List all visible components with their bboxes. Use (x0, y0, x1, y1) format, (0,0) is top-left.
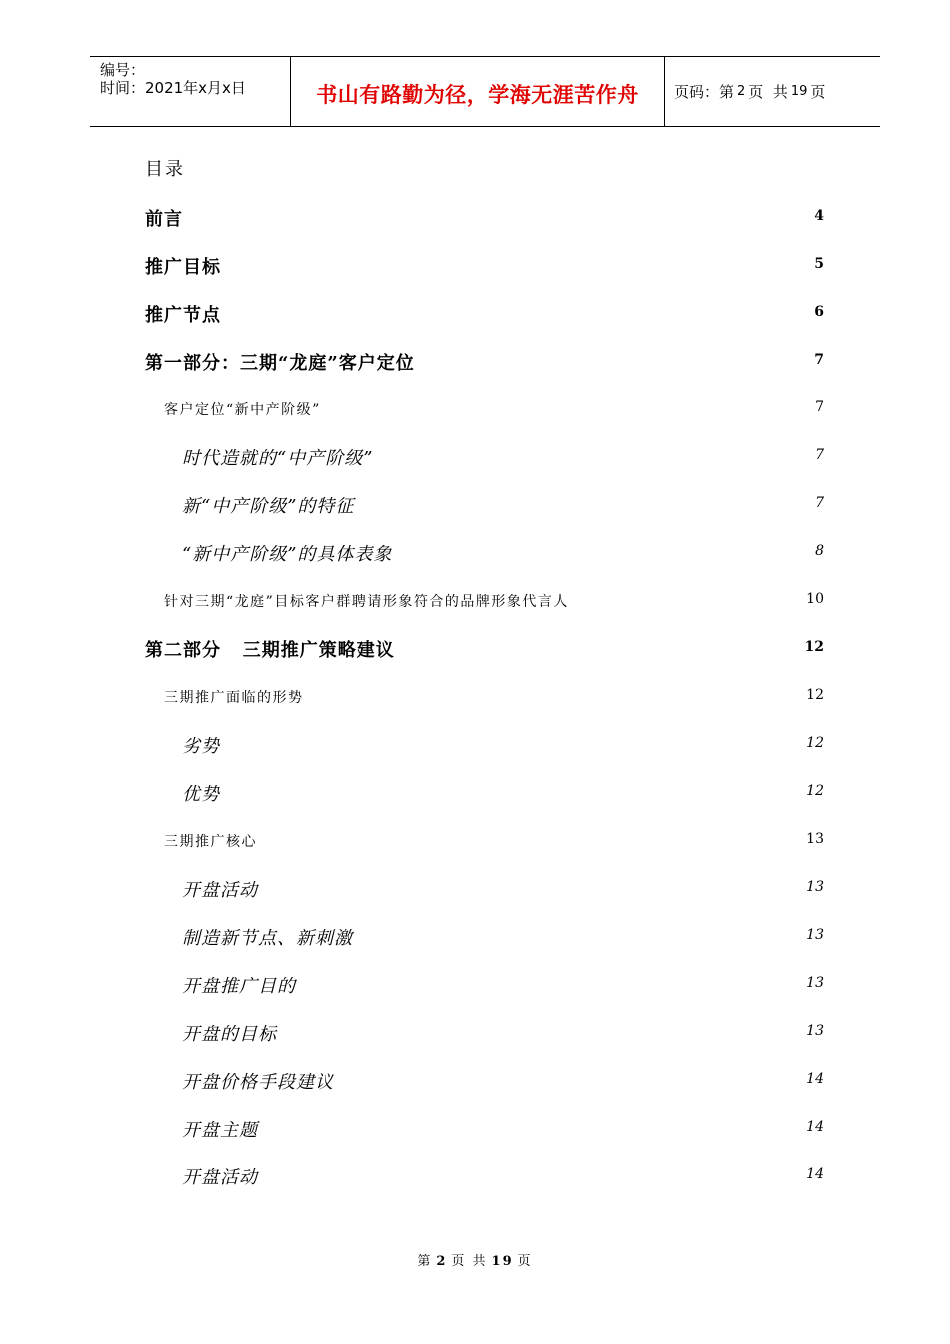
toc-entry-label: 开盘活动 (182, 880, 258, 901)
toc-entry-label: 制造新节点、新刺激 (182, 928, 353, 949)
toc-entry-page: 8 (815, 543, 824, 559)
toc-entry-label: “新中产阶级”的具体表象 (182, 544, 393, 565)
toc-entry-label: 开盘主题 (182, 1120, 258, 1141)
toc-entry[interactable] (0, 492, 950, 522)
toc-entry-label: 针对三期“龙庭”目标客户群聘请形象符合的品牌形象代言人 (164, 594, 569, 610)
toc-entry-page: 14 (806, 1119, 824, 1135)
toc-entry-page: 13 (806, 975, 824, 991)
document-time-label: 时间：2021年x月x日 (100, 79, 246, 97)
toc-entry[interactable] (0, 1020, 950, 1050)
toc-entry-label: 三期推广核心 (164, 834, 257, 850)
toc-entry-page: 7 (815, 495, 824, 511)
toc-entry-page: 12 (804, 639, 824, 655)
toc-entry-label: 新“中产阶级”的特征 (182, 496, 355, 517)
toc-entry-page: 12 (806, 735, 824, 751)
toc-entry[interactable] (0, 540, 950, 570)
toc-entry[interactable] (0, 1163, 950, 1193)
toc-entry[interactable] (0, 732, 950, 762)
toc-entry-label: 第二部分 三期推广策略建议 (145, 640, 395, 661)
header-page-current: 2 (737, 84, 746, 99)
toc-entry-page: 6 (814, 304, 824, 320)
toc-entry[interactable] (0, 301, 950, 331)
toc-entry-page: 12 (806, 687, 824, 703)
toc-entry[interactable] (0, 685, 950, 715)
toc-entry-label: 开盘价格手段建议 (182, 1072, 334, 1093)
toc-entry-page: 14 (806, 1166, 824, 1182)
toc-entry[interactable] (0, 397, 950, 427)
toc-title: 目录 (145, 159, 185, 180)
toc-entry-page: 10 (806, 591, 824, 607)
toc-entry-page: 7 (815, 447, 824, 463)
toc-entry-label: 推广目标 (145, 257, 221, 278)
toc-entry[interactable] (0, 253, 950, 283)
toc-entry-label: 劣势 (182, 736, 220, 757)
toc-entry-page: 13 (806, 879, 824, 895)
toc-entry-label: 时代造就的“中产阶级” (182, 448, 374, 469)
toc-entry[interactable] (0, 1116, 950, 1146)
toc-entry-page: 4 (814, 208, 824, 224)
toc-entry-page: 13 (806, 1023, 824, 1039)
toc-entry[interactable] (0, 349, 950, 379)
footer-page-total: 19 (491, 1254, 514, 1269)
toc-entry-page: 14 (806, 1071, 824, 1087)
toc-entry[interactable] (0, 1068, 950, 1098)
toc-entry-page: 13 (806, 927, 824, 943)
toc-entry-label: 优势 (182, 784, 220, 805)
toc-entry[interactable] (0, 444, 950, 474)
footer-mid: 页 共 (451, 1254, 488, 1269)
toc-entry-page: 12 (806, 783, 824, 799)
toc-entry-label: 开盘推广目的 (182, 976, 296, 997)
toc-entry-label: 第一部分：三期“龙庭”客户定位 (145, 353, 415, 374)
document-number-label: 编号： (100, 61, 146, 79)
toc-entry-label: 开盘的目标 (182, 1024, 277, 1045)
toc-entry-label: 开盘活动 (182, 1167, 258, 1188)
toc-entry[interactable] (0, 780, 950, 810)
toc-entry[interactable] (0, 589, 950, 619)
header-page-indicator (665, 57, 880, 126)
header-page-mid: 页 共 (748, 83, 788, 101)
toc-entry-page: 13 (806, 831, 824, 847)
page-footer (0, 1250, 950, 1269)
header-page-suffix: 页 (810, 83, 826, 101)
toc-entry[interactable] (0, 829, 950, 859)
page-header (90, 56, 880, 127)
toc-entry-page: 7 (815, 399, 824, 415)
toc-entry[interactable] (0, 876, 950, 906)
header-motto: 书山有路勤为径，学海无涯苦作舟 (291, 57, 665, 126)
toc-entry-label: 前言 (145, 209, 183, 230)
toc-entry[interactable] (0, 972, 950, 1002)
toc-entry-label: 三期推广面临的形势 (164, 690, 304, 706)
footer-prefix: 第 (417, 1254, 433, 1269)
header-page-prefix: 页码：第 (674, 83, 735, 101)
toc-entry[interactable] (0, 924, 950, 954)
toc-entry-page: 7 (814, 352, 824, 368)
footer-page-current: 2 (436, 1254, 448, 1269)
toc-entry-label: 客户定位“新中产阶级” (164, 402, 321, 418)
header-meta-cell (90, 57, 291, 126)
toc-entry-page: 5 (814, 256, 824, 272)
header-page-total: 19 (790, 84, 808, 99)
toc-entry-label: 推广节点 (145, 305, 221, 326)
toc-entry[interactable] (0, 636, 950, 666)
footer-suffix: 页 (517, 1254, 533, 1269)
toc-entry[interactable] (0, 205, 950, 235)
